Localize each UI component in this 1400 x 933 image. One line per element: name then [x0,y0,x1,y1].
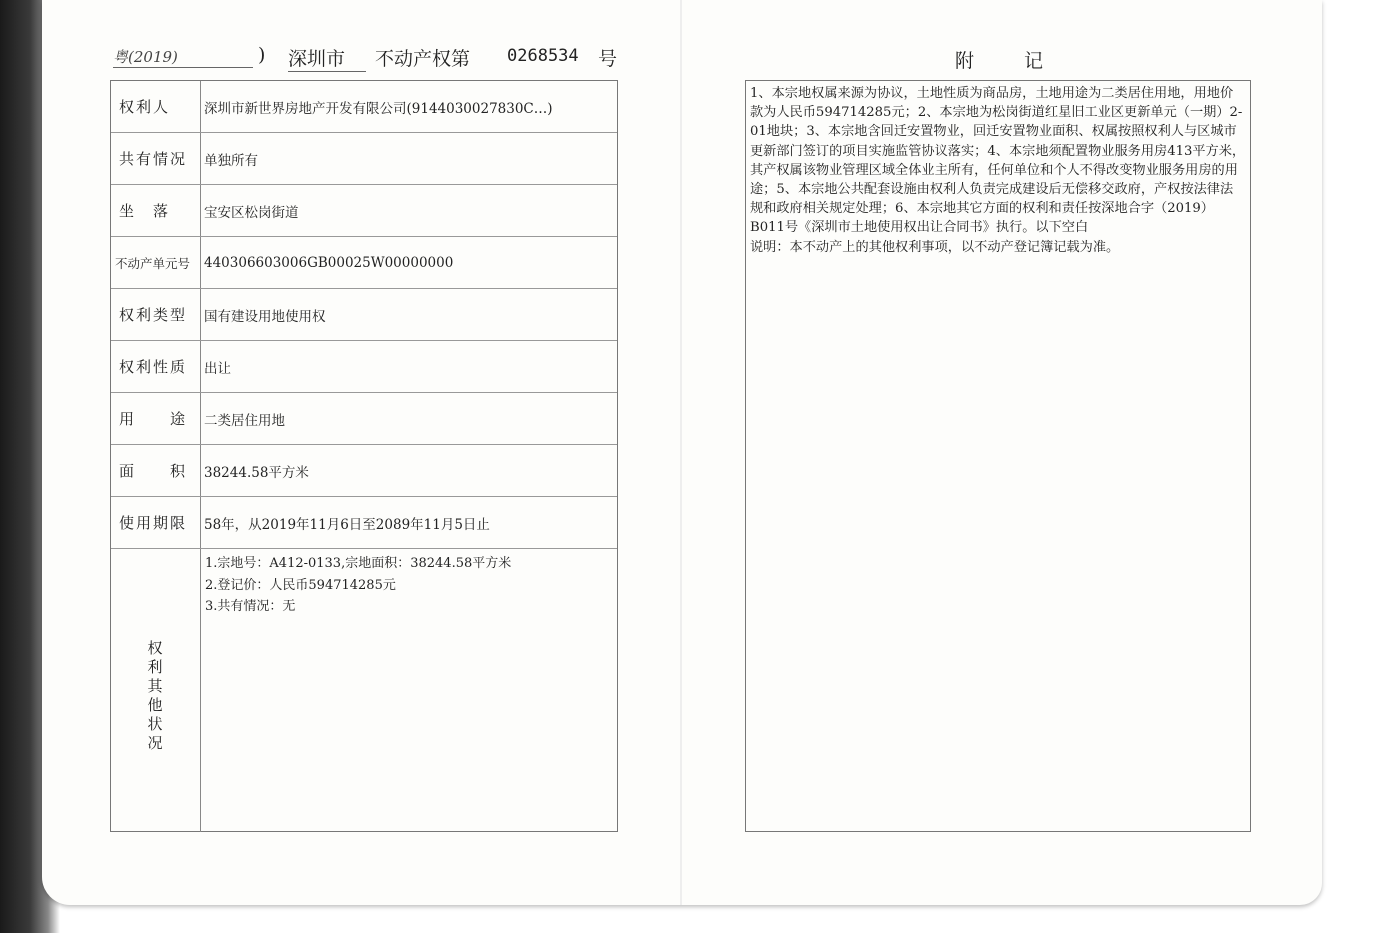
city: 深圳市 [288,44,366,72]
row-value: 58年，从2019年11月6日至2089年11月5日止 [204,516,490,533]
row-label: 权利性质 [111,341,201,392]
note-line: 2.登记价：人民币594714285元 [205,577,396,593]
table-row [111,289,617,341]
table-row [111,341,617,393]
row-label: 权利人 [111,81,201,132]
row-label: 权利类型 [111,289,201,340]
row-label: 面 积 [111,445,201,496]
row-label: 坐 落 [111,185,201,236]
handwritten-prefix: 粤(2019) [113,46,253,68]
row-value: 出让 [204,360,231,377]
row-label: 使用期限 [111,497,201,548]
cert-suffix: 号 [598,48,618,70]
table-row [111,445,617,497]
other-rights-row [111,549,617,832]
row-value: 单独所有 [204,152,258,169]
table-row [111,237,617,289]
rights-table [110,80,618,832]
row-label: 共有情况 [111,133,201,184]
cert-number: 0268534 [507,46,579,66]
row-value: 宝安区松岗街道 [204,204,299,221]
row-value: 深圳市新世界房地产开发有限公司(9144030027830C…) [204,100,553,117]
table-row [111,81,617,133]
row-value: 二类居住用地 [204,412,285,429]
cert-label: 不动产权第 [375,48,471,70]
fuji-title: 附记 [955,50,1094,72]
fuji-box [745,80,1251,832]
table-row [111,185,617,237]
note-line: 3.共有情况：无 [205,599,296,614]
other-rights-label: 权利其他状况 [147,639,163,752]
row-value: 国有建设用地使用权 [204,308,326,325]
table-row [111,393,617,445]
row-value: 38244.58平方米 [204,464,309,481]
other-rights-notes [205,553,511,618]
row-label: 用 途 [111,393,201,444]
table-row [111,497,617,549]
fuji-text: 1、本宗地权属来源为协议，土地性质为商品房，土地用途为二类居住用地，用地价款为人民币594714285元；2、本宗地为松岗街道红星旧工业区更新单元（一期）2-01地块；3、本宗地含回迁安置物业，回迁安置物业面积、权属按照权利人与区城市更新部门签订的项目实施监管协议落实；4、本宗地须配置物业服务用房413平方米，其产权属该物业管理区域全体业主所有，任何单位和个人不得改变物业服务用房的用途；5、本宗地公共配套设施由权利人负责完成建设后无偿移交政府，产权按法律法规和政府相关规定处理；6、本宗地其它方面的权利和责任按深地合字（2019）B011号《深圳市土地使用权出让合同书》执行。以下空白 [750,86,1246,236]
fuji-note: 说明：本不动产上的其他权利事项，以不动产登记簿记载为准。 [750,239,1120,255]
row-label: 不动产单元号 [111,237,201,288]
paren: ) [258,44,266,66]
table-row [111,133,617,185]
note-line: 1.宗地号：A412-0133,宗地面积：38244.58平方米 [205,556,512,571]
row-value: 440306603006GB00025W00000000 [204,254,454,271]
page-fold [680,0,682,905]
